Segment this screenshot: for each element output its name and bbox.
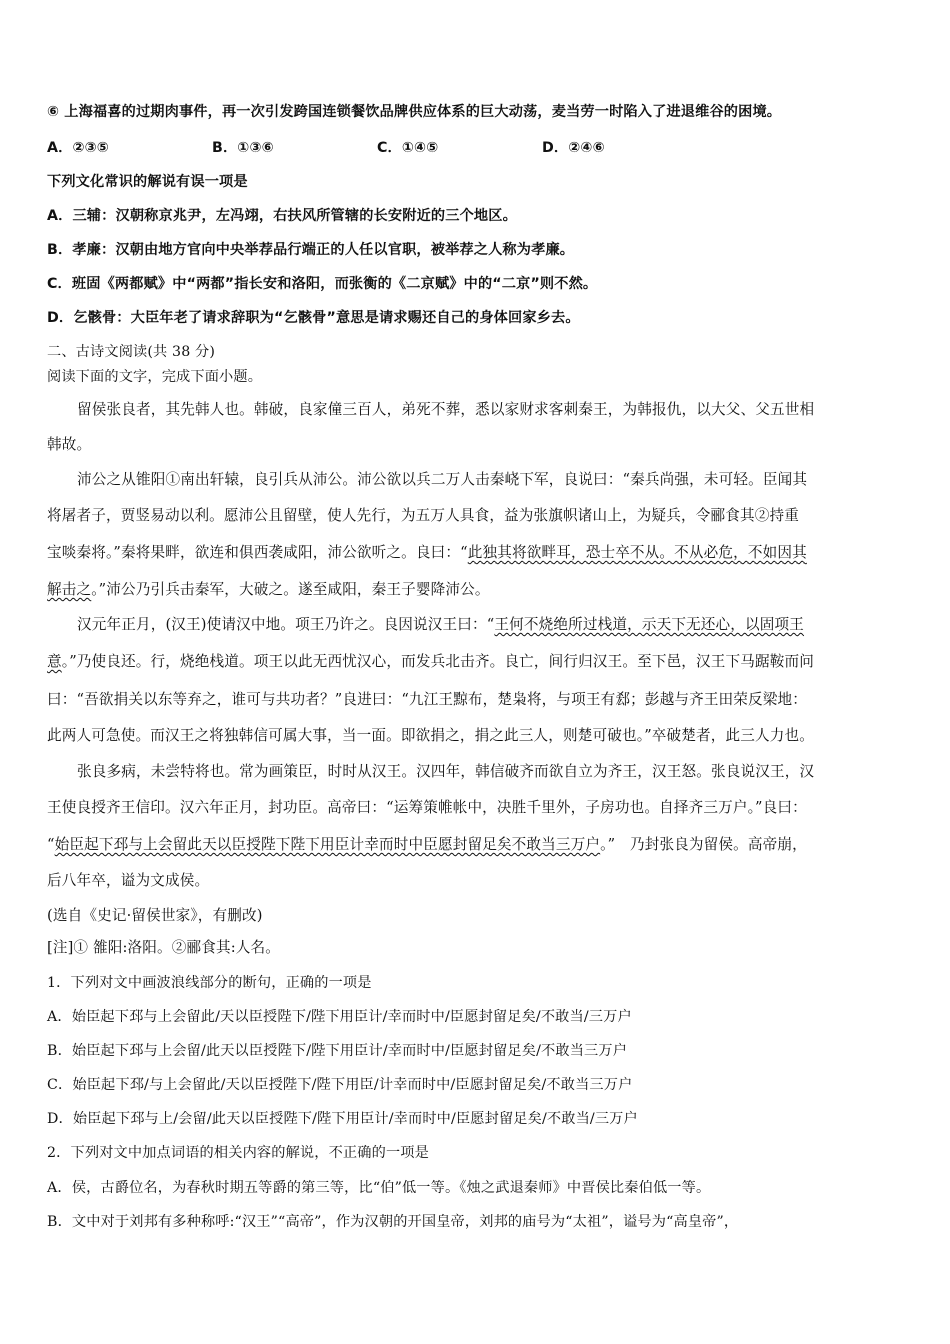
passage-line <box>77 615 804 635</box>
q2-option-b: B．文中对于刘邦有多种称呼:“汉王”“高帝”，作为汉朝的开国皇帝，刘邦的庙号为“太祖”，谥号为“高皇帝”， <box>47 1214 739 1230</box>
culture-question-stem: 下列文化常识的解说有误一项是 <box>47 174 248 190</box>
passage-line <box>47 543 807 563</box>
q2-option-a: A．侯，古爵位名，为春秋时期五等爵的第三等，比“伯”低一等。《烛之武退秦师》中晋侯比秦伯低一等。 <box>47 1180 711 1196</box>
wavy-underlined-text: 王何不烧绝所过栈道，示天下无还心，以固项王 <box>494 616 805 633</box>
passage-text: “ <box>47 836 55 853</box>
prev-option-d: D．②④⑥ <box>542 140 605 156</box>
passage-line <box>47 580 490 600</box>
prev-option-c: C．①④⑤ <box>377 140 439 156</box>
prev-option-b: B．①③⑥ <box>212 140 274 156</box>
passage-line <box>47 652 814 672</box>
passage-text: 。”沛公乃引兵击秦军，大破之。遂至咸阳，秦王子婴降沛公。 <box>91 581 490 598</box>
passage-line: 张良多病，未尝特将也。常为画策臣，时时从汉王。汉四年，韩信破齐而欲自立为齐王，汉王怒。张良说汉王，汉 <box>77 763 815 780</box>
culture-option-a: A．三辅：汉朝称京兆尹，左冯翊，右扶风所管辖的长安附近的三个地区。 <box>47 208 517 224</box>
section-instruction: 阅读下面的文字，完成下面小题。 <box>47 369 263 385</box>
q2-stem: 2．下列对文中加点词语的相关内容的解说，不正确的一项是 <box>47 1145 429 1161</box>
q1-option-a: A．始臣起下邳与上会留此/天以臣授陛下/陛下用臣计/幸而时中/臣愿封留足矣/不敢当/三万户 <box>47 1009 632 1025</box>
passage-text: 。”乃使良还。行，烧绝栈道。项王以此无西忧汉心，而发兵北击齐。良亡，间行归汉王。至下邑，汉王下马踞鞍而问 <box>61 653 814 670</box>
q1-option-b: B．始臣起下邳与上会留/此天以臣授陛下/陛下用臣计/幸而时中/臣愿封留足矣/不敢当三万户 <box>47 1043 628 1059</box>
passage-line <box>47 835 807 855</box>
q1-option-d: D．始臣起下邳与上/会留/此天以臣授陛下/陛下用臣计/幸而时中/臣愿封留足矣/不敢当/三万户 <box>47 1111 638 1127</box>
passage-text: 。” 乃封张良为留侯。高帝崩， <box>600 836 807 853</box>
wavy-underlined-text: 意 <box>47 653 62 670</box>
culture-option-c: C．班固《两都赋》中“两都”指长安和洛阳，而张衡的《二京赋》中的“二京”则不然。 <box>47 276 598 292</box>
passage-line: 此两人可急使。而汉王之将独韩信可属大事，当一面。即欲捐之，捐之此三人，则楚可破也。”卒破楚者，此三人力也。 <box>47 727 814 744</box>
wavy-underlined-text: 此独其将欲畔耳，恐士卒不从。不从必危，不如因其 <box>467 544 807 561</box>
culture-option-b: B．孝廉：汉朝由地方官向中央举荐品行端正的人任以官职，被举荐之人称为孝廉。 <box>47 242 575 258</box>
passage-line: 留侯张良者，其先韩人也。韩破，良家僮三百人，弟死不葬，悉以家财求客刺秦王，为韩报仇，以大父、父五世相 <box>77 401 815 418</box>
q1-stem: 1．下列对文中画波浪线部分的断句，正确的一项是 <box>47 975 372 991</box>
passage-note: [注]① 雒阳:洛阳。②郦食其:人名。 <box>47 939 281 956</box>
prev-option-a: A．②③⑤ <box>47 140 109 156</box>
passage-source: (选自《史记·留侯世家》，有删改) <box>47 907 263 924</box>
passage-line: 后八年卒，谥为文成侯。 <box>47 872 210 889</box>
passage-line: 王使良授齐王信印。汉六年正月，封功臣。高帝曰：“运筹策帷帐中，决胜千里外，子房功也。自择齐三万户。”良曰： <box>47 799 807 816</box>
wavy-underlined-text: 始臣起下邳与上会留此天以臣授陛下陛下用臣计幸而时中臣愿封留足矣不敢当三万户 <box>54 836 601 853</box>
passage-line: 沛公之从锥阳①南出轩辕，良引兵从沛公。沛公欲以兵二万人击秦峣下军，良说曰：“秦兵尚强，未可轻。臣闻其 <box>77 471 808 488</box>
wavy-underlined-text: 解击之 <box>47 581 92 598</box>
q1-option-c: C．始臣起下邳/与上会留此/天以臣授陛下/陛下用臣/计幸而时中/臣愿封留足矣/不敢当三万户 <box>47 1077 633 1093</box>
passage-text: 宝啖秦将。”秦将果畔，欲连和俱西袭咸阳，沛公欲听之。良曰：“ <box>47 544 468 561</box>
passage-line: 曰：“吾欲捐关以东等弃之，谁可与共功者？”良进曰：“九江王黥布，楚枭将，与项王有郄；彭越与齐王田荣反梁地： <box>47 691 808 708</box>
passage-text: 汉元年正月，(汉王)使请汉中地。项王乃许之。良因说汉王曰：“ <box>77 616 495 633</box>
section-title: 二、古诗文阅读(共 38 分) <box>47 344 216 360</box>
culture-option-d: D．乞骸骨：大臣年老了请求辞职为“乞骸骨”意思是请求赐还自己的身体回家乡去。 <box>47 310 580 326</box>
prev-item-6: ⑥ 上海福喜的过期肉事件，再一次引发跨国连锁餐饮品牌供应体系的巨大动荡，麦当劳一时陷入了进退维谷的困境。 <box>47 104 782 120</box>
passage-line: 韩故。 <box>47 436 92 453</box>
passage-line: 将屠者子，贾竖易动以利。愿沛公且留壁，使人先行，为五万人具食，益为张旗帜诸山上，为疑兵，令郦食其②持重 <box>47 507 799 524</box>
